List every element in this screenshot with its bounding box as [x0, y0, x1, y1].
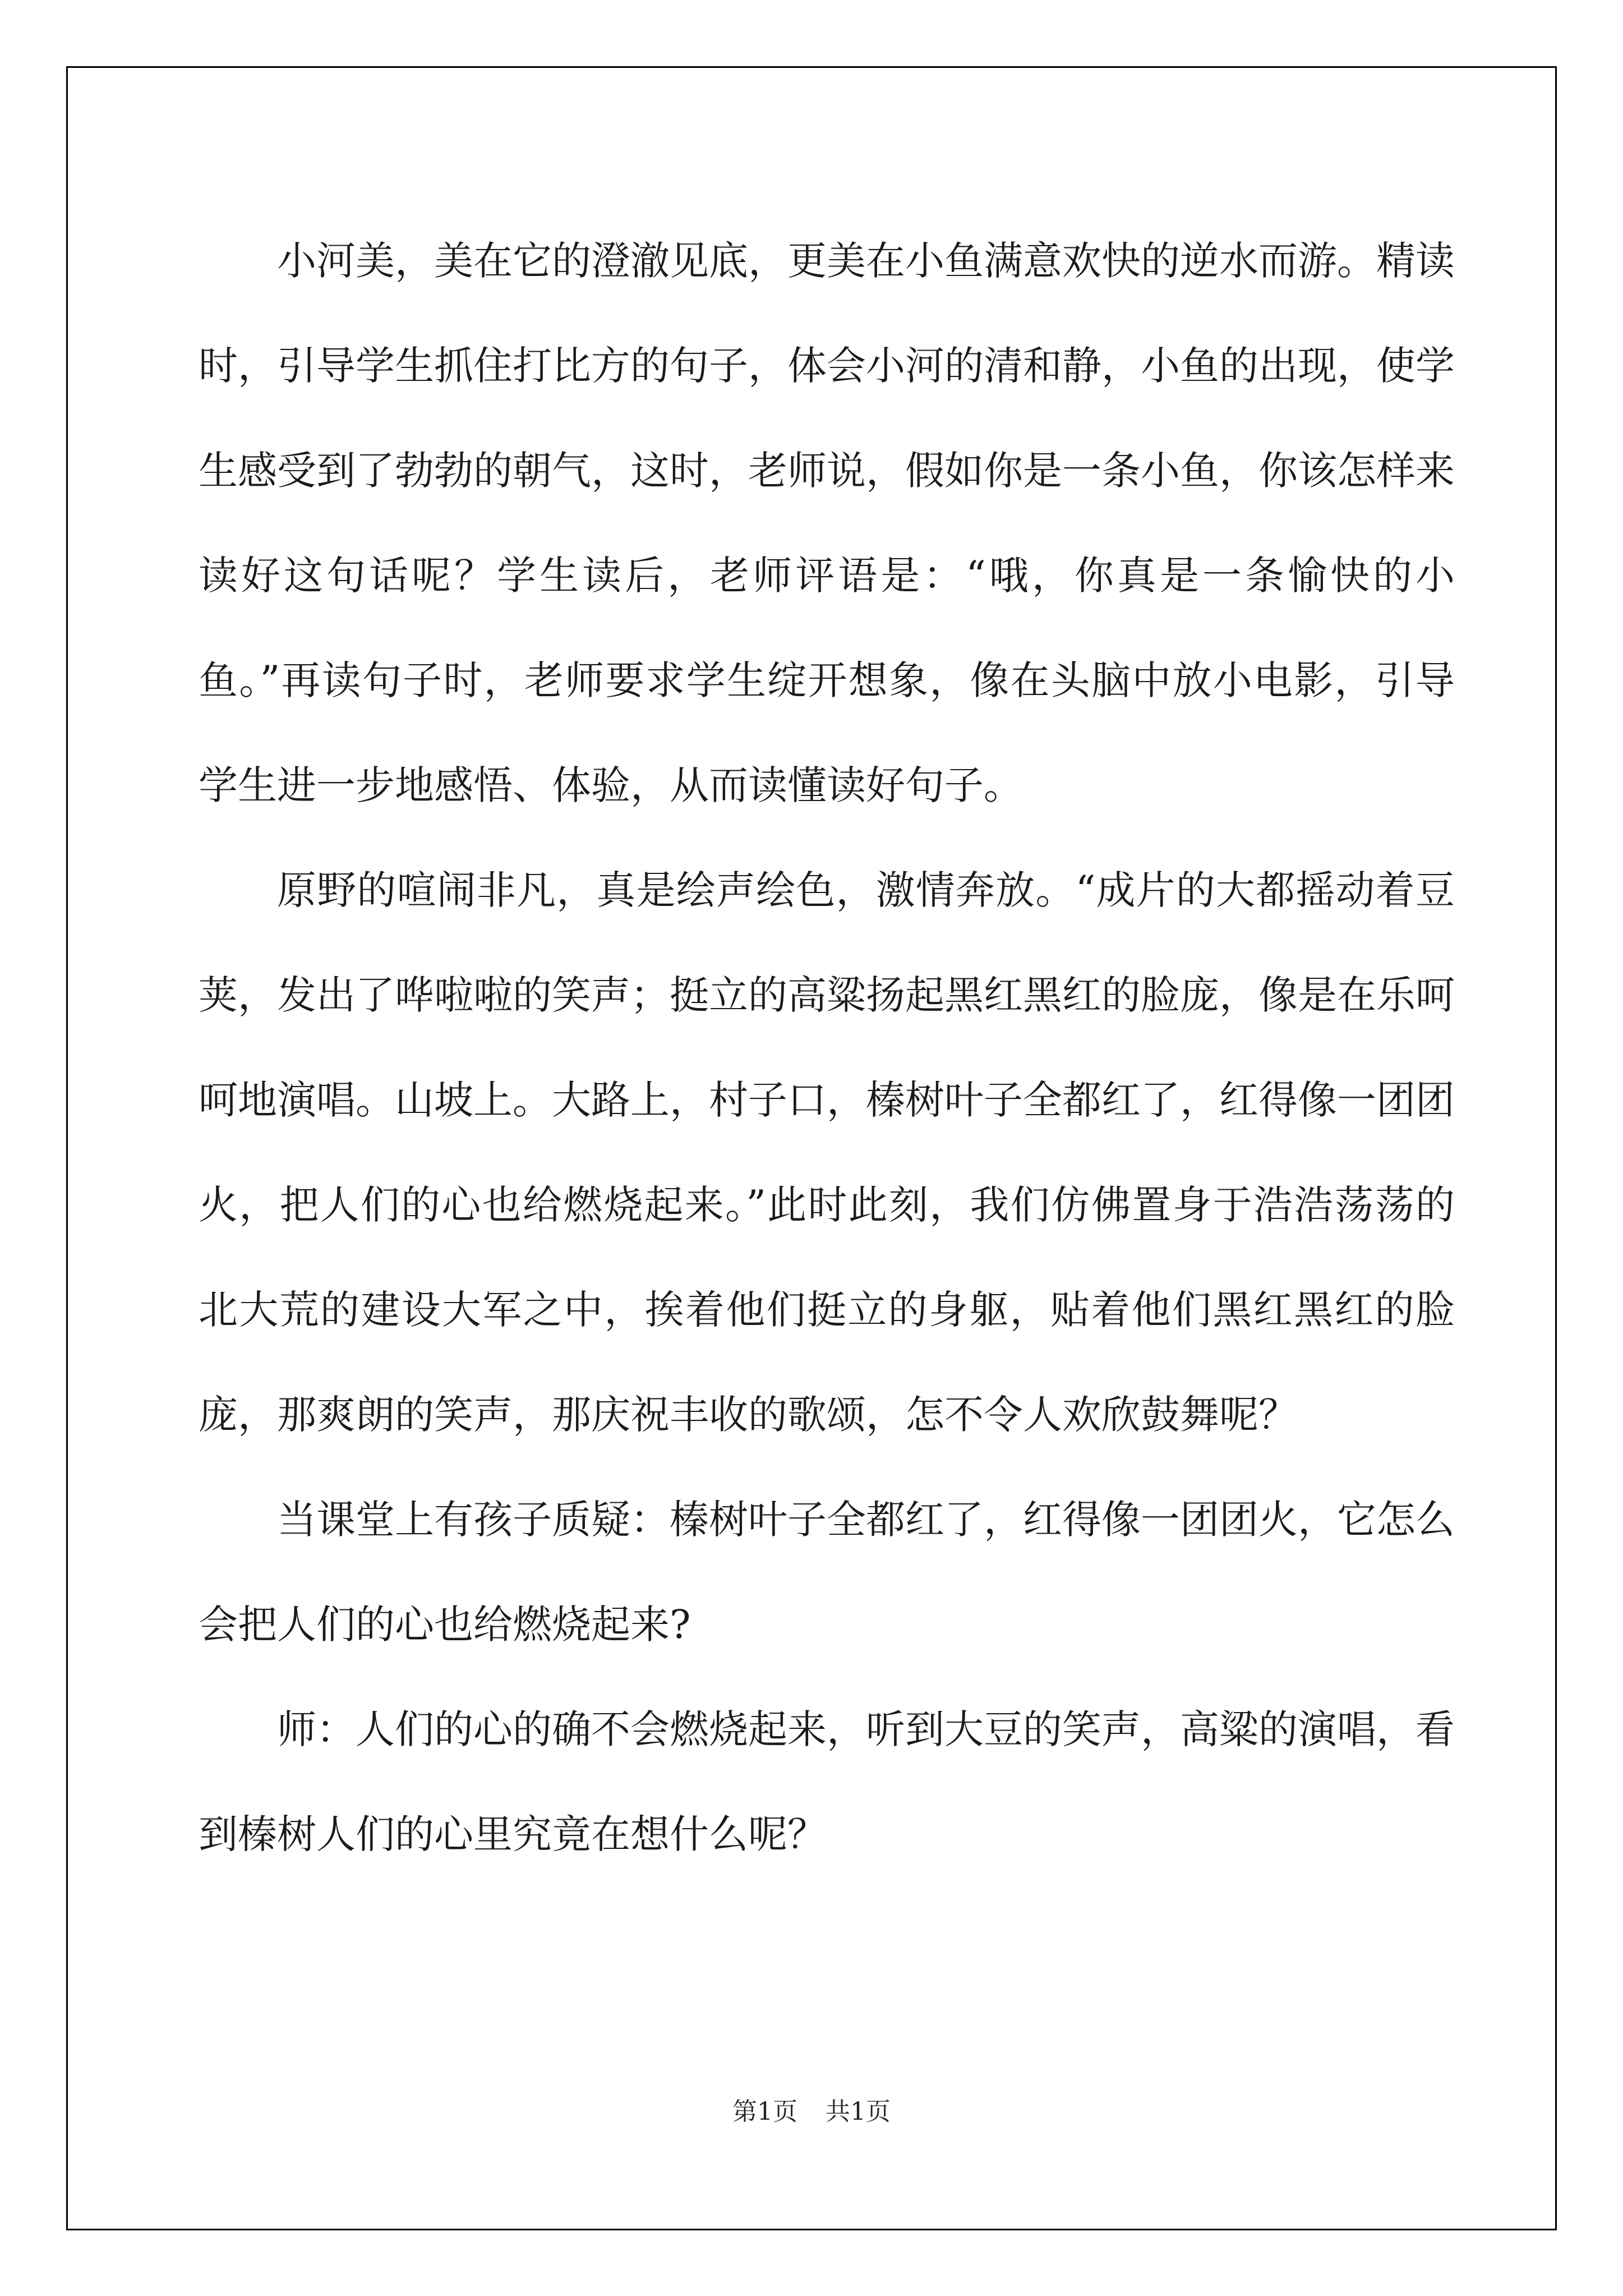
paragraph: 当课堂上有孩子质疑：榛树叶子全都红了，红得像一团团火，它怎么会把人们的心也给燃烧起来?: [199, 1497, 1455, 1648]
paragraph: 师：人们的心的确不会燃烧起来，听到大豆的笑声，高粱的演唱，看到榛树人们的心里究竟在想什么呢？: [199, 1706, 1455, 1857]
document-body: [199, 209, 1455, 1887]
paragraph: 原野的喧闹非凡，真是绘声绘色，激情奔放。“成片的大都摇动着豆荚，发出了哗啦啦的笑声；挺立的高粱扬起黑红黑红的脸庞，像是在乐呵呵地演唱。山坡上。大路上，村子口，榛树叶子全都红了，红得像一团团火，把人们的心也给燃烧起来。”此时此刻，我们仿佛置身于浩浩荡荡的北大荒的建设大军之中，挨着他们挺立的身躯，贴着他们黑红黑红的脸庞，那爽朗的笑声，那庆祝丰收的歌颂，怎不令人欢欣鼓舞呢？: [199, 867, 1455, 1438]
page-number: 第1页: [732, 2097, 797, 2126]
total-pages: 共1页: [826, 2097, 891, 2126]
paragraph: 小河美，美在它的澄澈见底，更美在小鱼满意欢快的逆水而游。精读时，引导学生抓住打比方的句子，体会小河的清和静，小鱼的出现，使学生感受到了勃勃的朝气，这时，老师说，假如你是一条小鱼，你该怎样来读好这句话呢？学生读后，老师评语是：“哦，你真是一条愉快的小鱼。”再读句子时，老师要求学生绽开想象，像在头脑中放小电影，引导学生进一步地感悟、体验，从而读懂读好句子。: [199, 238, 1455, 808]
page-footer: [0, 2091, 1623, 2127]
